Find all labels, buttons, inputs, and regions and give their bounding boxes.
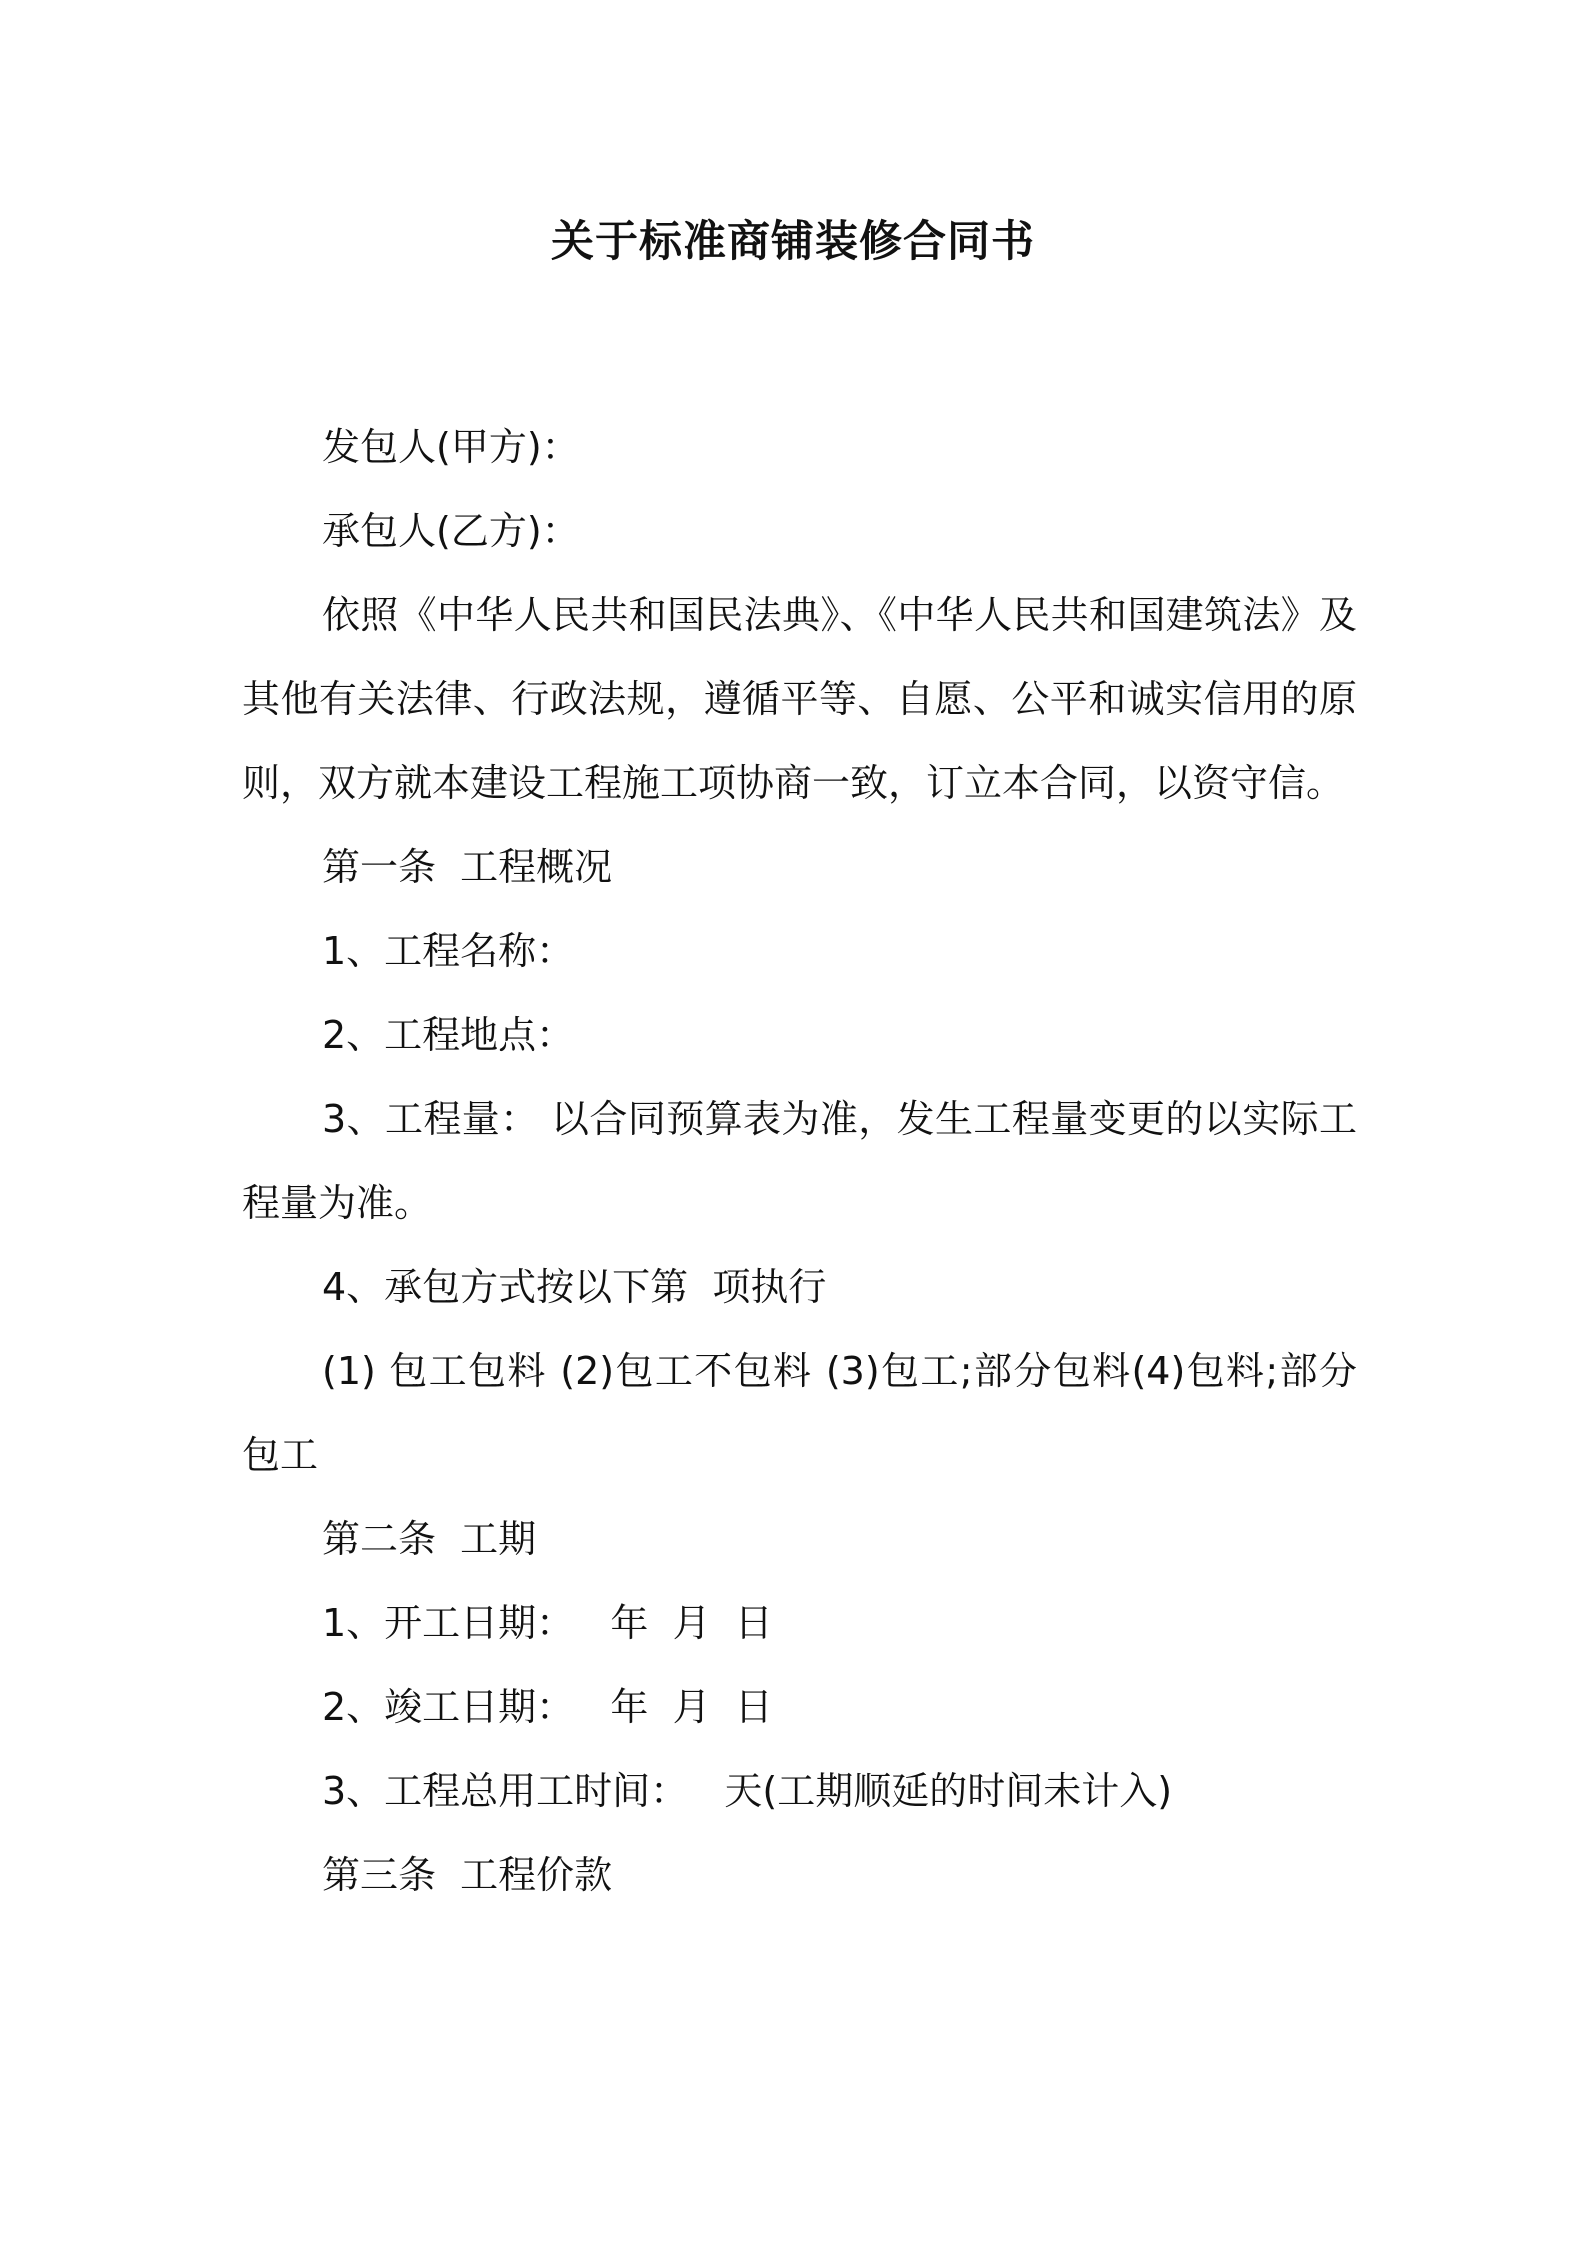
- project-location-line: 2、工程地点：: [322, 1013, 575, 1057]
- start-date-line: 1、开工日期： 年 月 日: [322, 1601, 773, 1645]
- party-b-line: 承包人(乙方)：: [322, 509, 580, 553]
- contract-method-line: 4、承包方式按以下第 项执行: [322, 1265, 827, 1309]
- project-quantity-paragraph: 3、工程量： 以合同预算表为准，发生工程量变更的以实际工程量为准。: [242, 1097, 1357, 1225]
- contract-options-paragraph: (1) 包工包料 (2)包工不包料 (3)包工;部分包料(4)包料;部分包工: [242, 1349, 1357, 1477]
- party-a-line: 发包人(甲方)：: [322, 425, 580, 469]
- total-duration-line: 3、工程总用工时间： 天(工期顺延的时间未计入): [322, 1769, 1173, 1813]
- project-name-line: 1、工程名称：: [322, 929, 575, 973]
- document-title: 关于标准商铺装修合同书: [551, 217, 1035, 267]
- preamble-paragraph: 依照《中华人民共和国民法典》、《中华人民共和国建筑法》及其他有关法律、行政法规，遵循平等、自愿、公平和诚实信用的原则，双方就本建设工程施工项协商一致，订立本合同，以资守信。: [242, 593, 1357, 805]
- article-2-heading: 第二条 工期: [322, 1517, 537, 1561]
- article-3-heading: 第三条 工程价款: [322, 1853, 613, 1897]
- document-body: [242, 405, 1357, 1917]
- article-1-heading: 第一条 工程概况: [322, 845, 613, 889]
- completion-date-line: 2、竣工日期： 年 月 日: [322, 1685, 773, 1729]
